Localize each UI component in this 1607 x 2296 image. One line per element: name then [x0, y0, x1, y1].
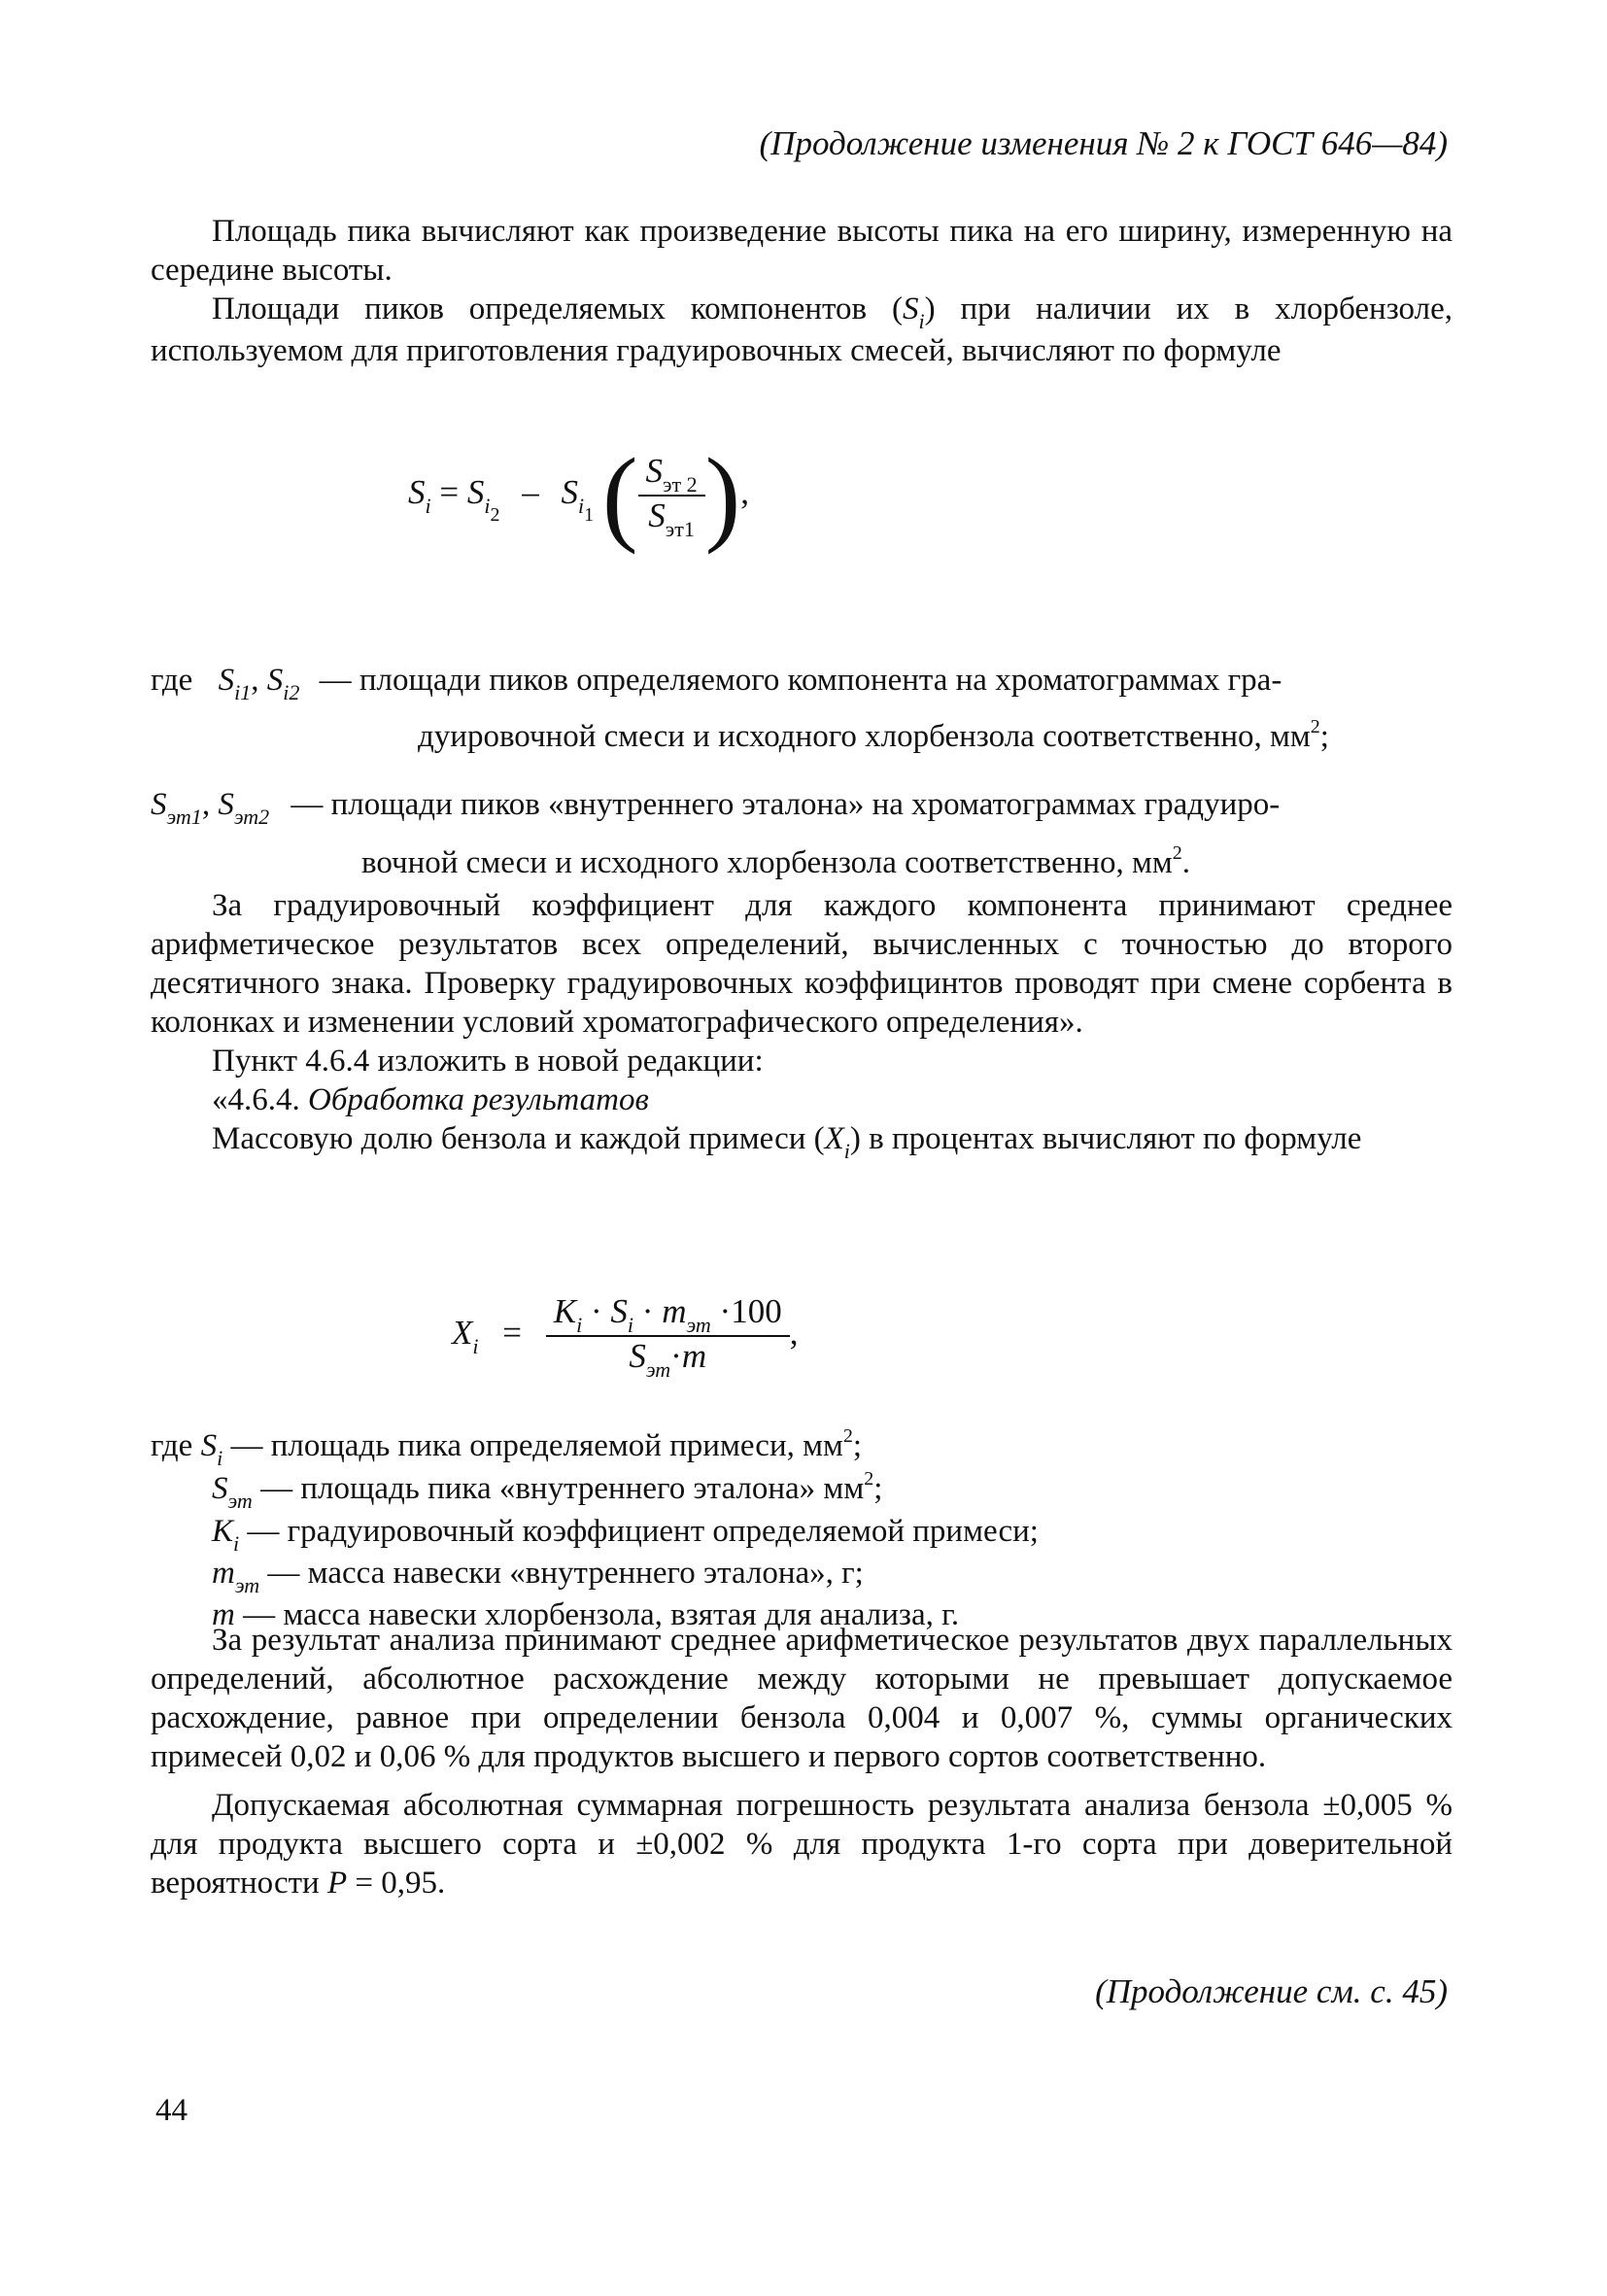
- section-title: Обработка результатов: [308, 1082, 649, 1117]
- term-definition: — масса навески «внутреннего эталона», г;: [259, 1556, 864, 1591]
- formula-operator: ·: [710, 1292, 732, 1330]
- formula-symbol: S: [610, 1292, 628, 1330]
- var-symbol: S: [902, 291, 919, 326]
- left-paren: (: [601, 436, 638, 555]
- formula-subscript: i: [425, 494, 431, 519]
- formula-operator: ·: [633, 1292, 663, 1330]
- var-subscript: i: [217, 1446, 223, 1470]
- formula-subscript: i: [484, 494, 491, 519]
- formula-subscript: эт1: [665, 517, 695, 541]
- superscript: 2: [1172, 842, 1182, 864]
- formula-symbol: S: [648, 497, 666, 534]
- fraction-numerator: [638, 452, 705, 495]
- fraction-denominator: [638, 495, 705, 539]
- var-symbol: S: [266, 663, 284, 698]
- formula-operator: –: [522, 473, 539, 512]
- where-item: [151, 1469, 1453, 1512]
- text-run: Площади пиков определяемых компонентов (: [212, 291, 903, 326]
- formula-subscript: i: [578, 494, 585, 519]
- var-subscript: эт1: [166, 805, 202, 829]
- superscript: 2: [842, 1425, 853, 1447]
- right-paren: ): [704, 436, 741, 555]
- formula-operator: =: [439, 473, 460, 512]
- formula-operator: =: [502, 1314, 523, 1353]
- term-definition: вочной смеси и исходного хлорбензола соответственно, мм: [361, 845, 1173, 880]
- text-run: ,: [201, 787, 219, 822]
- formula-symbol: m: [681, 1337, 707, 1375]
- var-symbol: P: [326, 1866, 348, 1901]
- formula-2: [452, 1292, 798, 1380]
- text-run: ) в процентах вычисляют по формуле: [849, 1121, 1362, 1156]
- var-subscript: i1: [234, 680, 252, 704]
- text-block-3: [151, 1621, 1453, 1902]
- term-definition: — площадь пика определяемой примеси, мм: [222, 1428, 843, 1463]
- where-term-1: [151, 661, 1453, 703]
- text-run: Допускаемая абсолютная суммарная погрешность результата анализа бензола ±0,005 % для продукта высшего сорта и ±0,002 % для продукта 1-го сорта при доверительной вероятности: [151, 1788, 1453, 1901]
- var-subscript: i: [843, 1139, 850, 1163]
- where-term-2: [151, 785, 1453, 827]
- paragraph-calibration: За градуировочный коэффициент для каждого компонента принимают среднее арифметическое результатов всех определений, вычисленных с точностью до второго десятичного знака. Проверку градуировочных коэффицинтов проводят при смене сорбента в колонках и изменении условий хроматографического определения».: [151, 888, 1453, 1040]
- text-run: ;: [1319, 719, 1329, 754]
- superscript: 2: [1310, 716, 1320, 737]
- var-subscript: i: [918, 309, 925, 333]
- text-block-2: [151, 886, 1453, 1161]
- formula-punct: ,: [789, 1314, 799, 1353]
- var-symbol: S: [151, 787, 167, 822]
- page-header: (Продолжение изменения № 2 к ГОСТ 646—84): [759, 124, 1448, 162]
- formula-subscript: 2: [490, 504, 500, 527]
- section-number: «4.6.4.: [212, 1082, 308, 1117]
- paragraph-section-title: [151, 1080, 1453, 1119]
- var-symbol: S: [200, 1428, 218, 1463]
- formula-symbol: S: [561, 473, 578, 512]
- paragraph-result: За результат анализа принимают среднее арифметическое результатов двух параллельных определений, абсолютное расхождение между которыми не превышает допускаемое расхождение, равное при определении бензола 0,004 и 0,007 %, суммы органических примесей 0,02 и 0,06 % для продуктов высшего и первого сортов соответственно.: [151, 1623, 1453, 1774]
- formula-subscript: эт: [645, 1357, 671, 1382]
- paragraph-error: [151, 1786, 1453, 1902]
- formula-number: 100: [731, 1292, 782, 1330]
- text-run: .: [1181, 845, 1191, 880]
- where-label: где: [151, 1428, 193, 1463]
- fraction: [638, 452, 705, 539]
- var-symbol: S: [212, 1471, 228, 1506]
- where-list-2: [151, 1426, 1453, 1634]
- where-item: [151, 1554, 1453, 1595]
- formula-punct: ,: [740, 473, 749, 512]
- fraction-numerator: [546, 1292, 790, 1335]
- formula-symbol: S: [645, 452, 664, 490]
- superscript: 2: [864, 1468, 874, 1490]
- formula-symbol: S: [466, 473, 485, 512]
- var-subscript: i: [233, 1531, 240, 1556]
- continuation-note: (Продолжение см. с. 45): [1095, 1972, 1448, 2010]
- var-subscript: эт2: [233, 805, 270, 829]
- text-block-1: [151, 212, 1453, 370]
- term-definition: — градуировочный коэффициент определяемой примеси;: [239, 1514, 1039, 1549]
- where-label: где: [151, 663, 193, 698]
- text-run: = 0,95.: [347, 1866, 446, 1901]
- term-definition: — площади пиков определяемого компонента на хроматограммах гра-: [319, 663, 1282, 698]
- formula-symbol: S: [408, 473, 426, 512]
- where-item: [151, 1512, 1453, 1554]
- formula-subscript: эт 2: [663, 472, 698, 497]
- var-symbol: m: [212, 1597, 235, 1632]
- var-subscript: эт: [227, 1489, 253, 1513]
- var-symbol: K: [212, 1514, 234, 1549]
- term-definition: — площади пиков «внутреннего эталона» на хроматограммах градуиро-: [291, 787, 1281, 822]
- formula-1: [408, 436, 749, 555]
- var-symbol: m: [212, 1556, 235, 1591]
- formula-subscript: i: [627, 1313, 634, 1337]
- term-definition: дуировочной смеси и исходного хлорбензола соответственно, мм: [418, 719, 1311, 754]
- var-subscript: i2: [283, 680, 300, 704]
- text-run: Массовую долю бензола и каждой примеси (: [212, 1121, 825, 1156]
- paragraph-mass-fraction: [151, 1119, 1453, 1161]
- paragraph-component-areas: [151, 290, 1453, 370]
- formula-symbol: S: [629, 1337, 646, 1375]
- fraction: [546, 1292, 790, 1380]
- term-definition: — масса навески хлорбензола, взятая для анализа, г.: [234, 1597, 960, 1632]
- formula-subscript: эт: [686, 1313, 711, 1337]
- var-symbol: X: [824, 1121, 844, 1156]
- where-term-1-cont: [418, 717, 1457, 760]
- formula-operator: ·: [582, 1292, 611, 1330]
- formula-operator: ·: [670, 1337, 682, 1375]
- page-number: 44: [155, 2093, 188, 2128]
- where-item: [151, 1426, 1453, 1469]
- formula-subscript: i: [576, 1313, 583, 1337]
- formula-subscript: 1: [584, 504, 595, 527]
- formula-subscript: i: [472, 1334, 479, 1359]
- formula-symbol: m: [662, 1292, 687, 1330]
- text-run: ;: [852, 1428, 863, 1463]
- var-subscript: эт: [234, 1573, 260, 1597]
- text-run: ;: [873, 1471, 883, 1506]
- formula-symbol: K: [553, 1292, 577, 1330]
- paragraph-clause-edit: Пункт 4.6.4 изложить в новой редакции:: [212, 1044, 764, 1079]
- fraction-denominator: [546, 1335, 790, 1380]
- text-run: ,: [251, 663, 267, 698]
- var-symbol: S: [218, 663, 235, 698]
- text-run: ) при наличии их в хлорбензоле, используемом для приготовления градуировочных смесей, вычисляют по формуле: [151, 291, 1453, 368]
- where-term-2-cont: [361, 843, 1450, 886]
- paragraph-peak-area: Площадь пика вычисляют как произведение высоты пика на его ширину, измеренную на середине высоты.: [151, 214, 1453, 288]
- var-symbol: S: [218, 787, 234, 822]
- term-definition: — площадь пика «внутреннего эталона» мм: [252, 1471, 865, 1506]
- formula-symbol: X: [452, 1314, 473, 1353]
